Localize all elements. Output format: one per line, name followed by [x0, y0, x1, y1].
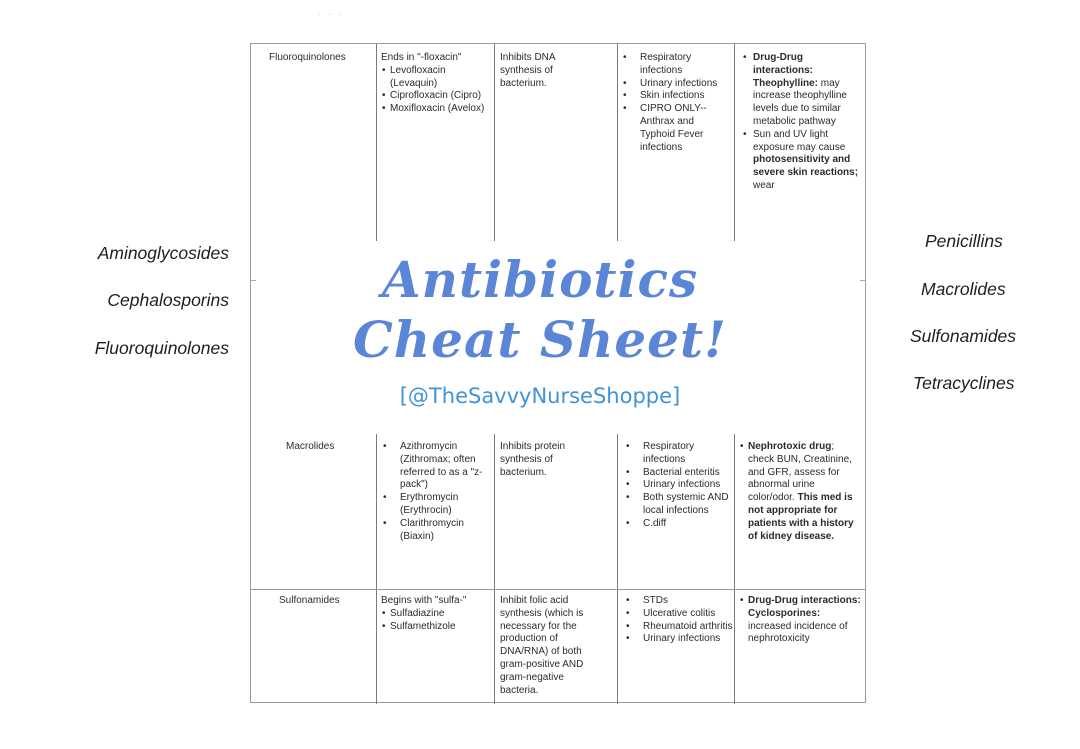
title-line-1: Antibiotics: [381, 250, 699, 309]
use-item: • STDs: [624, 595, 734, 608]
right-list-item-tetracyclines: Tetracyclines: [913, 373, 1015, 393]
row-fluoroquinolones-examples: [381, 52, 493, 116]
column-divider: [734, 434, 735, 704]
example-item: • Erythromycin (Erythrocin): [381, 492, 491, 518]
column-divider: [734, 44, 735, 241]
use-item: • Bacterial enteritis: [624, 467, 732, 480]
note-item: [741, 52, 859, 129]
note-text: increased incidence of nephrotoxicity: [748, 620, 848, 645]
row-sulfonamides-action: Inhibit folic acid synthesis (which is necessary for the production of DNA/RNA) of both gram-positive AND gram-negative bacteria.: [500, 595, 584, 696]
example-item: • Moxifloxacin (Avelox): [381, 103, 493, 116]
column-divider: [376, 44, 377, 241]
note-item: [739, 441, 861, 543]
note-text: Sun and UV light exposure may cause: [753, 128, 846, 153]
note-item: [739, 595, 861, 646]
row-divider: [251, 589, 865, 590]
left-list-item-fluoroquinolones: Fluoroquinolones: [94, 338, 229, 358]
column-divider: [494, 434, 495, 704]
example-item: • Levofloxacin (Levaquin): [381, 65, 493, 91]
title-line-2: Cheat Sheet!: [353, 310, 727, 369]
row-sulfonamides-name: Sulfonamides: [279, 595, 340, 606]
row-macrolides-name: Macrolides: [286, 441, 335, 452]
note-text: may increase theophylline levels due to similar metabolic pathway: [753, 77, 847, 127]
note-item: [741, 129, 859, 193]
note-text: ; check BUN, Creatinine, and GFR, assess for abnormal urine color/odor.: [748, 441, 852, 504]
row-sulfonamides-notes: [739, 595, 861, 646]
row-fluoroquinolones-notes: [741, 52, 859, 242]
use-item: • Respiratory infections: [621, 52, 731, 78]
examples-intro: Begins with "sulfa-": [381, 595, 467, 606]
note-bold: Drug-Drug interactions: Cyclosporines:: [748, 595, 861, 619]
use-item: • Rheumatoid arthritis: [624, 621, 734, 634]
example-item: • Clarithromycin (Biaxin): [381, 518, 491, 544]
example-item: • Sulfadiazine: [381, 608, 493, 621]
row-fluoroquinolones-name: Fluoroquinolones: [269, 52, 346, 63]
column-divider: [376, 434, 377, 704]
note-bold: Drug-Drug interactions: Theophylline:: [753, 52, 818, 89]
use-item: • Urinary infections: [624, 479, 732, 492]
column-divider: [617, 434, 618, 704]
row-sulfonamides-uses: [624, 595, 734, 646]
row-sulfonamides-examples: [381, 595, 493, 633]
column-divider: [617, 44, 618, 241]
row-macrolides-notes: [739, 441, 861, 543]
right-list-item-sulfonamides: Sulfonamides: [910, 326, 1017, 346]
use-item: • Respiratory infections: [624, 441, 732, 467]
use-item: • Urinary infections: [621, 78, 731, 91]
author-handle: [@TheSavvyNurseShoppe]: [399, 384, 681, 408]
note-bold: photosensitivity and severe skin reactions;: [753, 154, 859, 179]
use-item: • Ulcerative colitis: [624, 608, 734, 621]
example-item: • Sulfamethizole: [381, 621, 493, 634]
use-item: • Urinary infections: [624, 633, 734, 646]
use-item: • Skin infections: [621, 90, 731, 103]
use-item: • CIPRO ONLY-- Anthrax and Typhoid Fever infections: [621, 103, 720, 154]
column-divider: [494, 44, 495, 241]
row-macrolides-examples: [381, 441, 491, 543]
use-item: • Both systemic AND local infections: [624, 492, 732, 518]
row-fluoroquinolones-uses: [621, 52, 731, 154]
right-list-item-penicillins: Penicillins: [925, 231, 1003, 251]
use-item: • C.diff: [624, 518, 732, 531]
example-item: • Azithromycin (Zithromax; often referred to as a "z-pack"): [381, 441, 491, 492]
left-list-item-cephalosporins: Cephalosporins: [107, 290, 229, 310]
note-bold: This med is not appropriate for patients with a history of kidney disease.: [748, 492, 854, 542]
examples-intro: Ends in "-floxacin": [381, 52, 462, 63]
row-macrolides-uses: [624, 441, 732, 531]
row-macrolides-action: Inhibits protein synthesis of bacterium.: [500, 441, 566, 478]
cheat-sheet-table: [250, 43, 866, 703]
note-bold: Nephrotoxic drug: [748, 441, 832, 452]
scan-artifact-top: · - ·: [318, 9, 342, 19]
note-text: wear: [753, 179, 775, 191]
example-item: • Ciprofloxacin (Cipro): [381, 90, 493, 103]
right-list-item-macrolides: Macrolides: [921, 279, 1006, 299]
left-list-item-aminoglycosides: Aminoglycosides: [97, 243, 229, 263]
row-fluoroquinolones-action: Inhibits DNA synthesis of bacterium.: [500, 52, 556, 89]
